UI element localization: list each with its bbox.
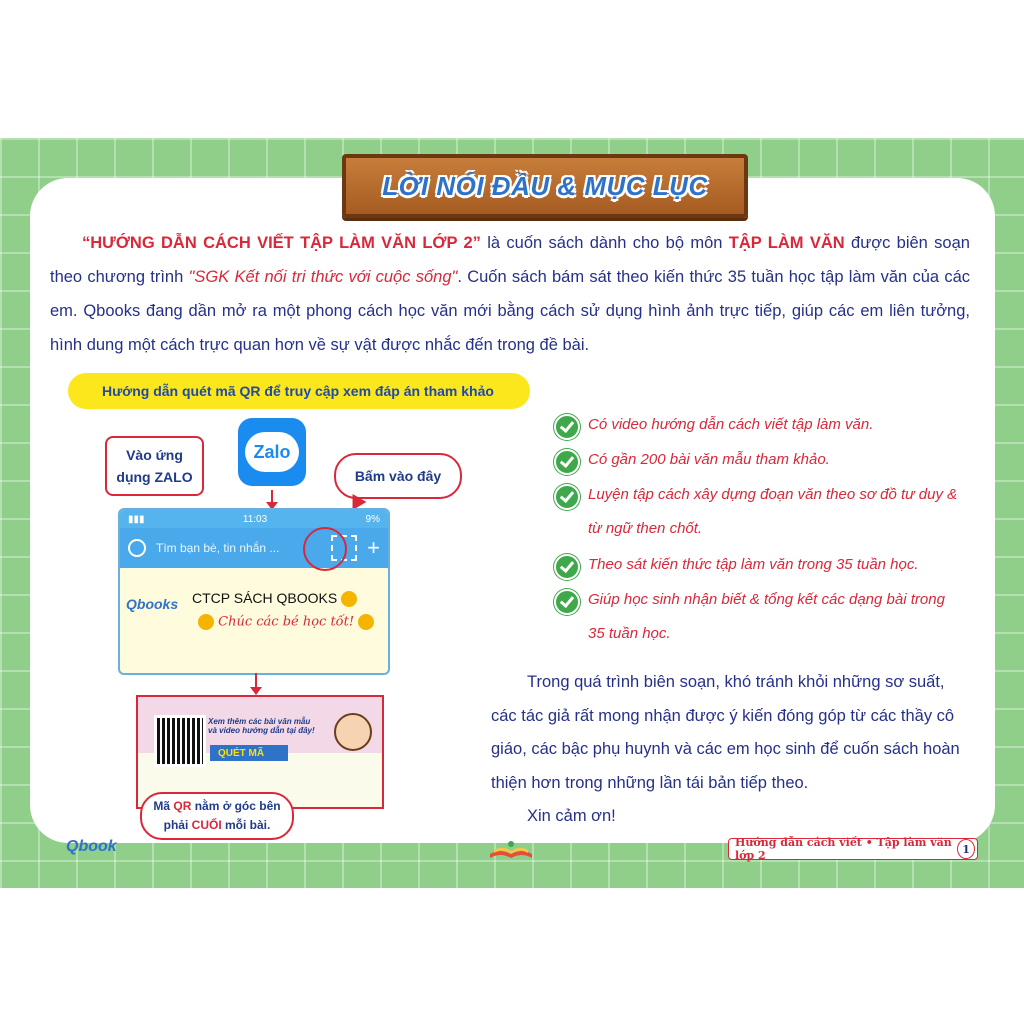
checkmark-icon [554,449,580,475]
qr-note-end: mỗi bài. [221,818,271,832]
tap-here-bubble: Bấm vào đây [334,453,462,499]
feature-text: Giúp học sinh nhận biết & tổng kết các dạng bài trong 35 tuần học. [588,591,945,642]
plus-icon: + [367,535,380,560]
feature-item [556,443,978,477]
title-board [342,154,748,218]
highlight-ring [303,527,347,571]
qr-note-line2-pre: phải [163,818,192,832]
phone-time: 11:03 [242,513,268,525]
checkmark-icon [554,554,580,580]
checkmark-icon [554,484,580,510]
open-book-icon [488,838,534,860]
intro-text-3: . Cuốn sách bám sát theo kiến thức 35 tuần học tập làm văn của các em. Qbooks đang dần mở ra một phong cách học văn mới bằng cách sử dụng hình ảnh trực tiếp, giúp các em liên tưởng, hình dung một cách trực quan hơn về sự vật được nhắc đến trong đề bài. [50,268,971,354]
feature-item [556,408,978,442]
phone-status-bar [120,510,388,528]
qr-note-pre: Mã [153,799,174,813]
phone-battery: 9% [365,513,380,525]
qr-note-mid: nằm ở góc bên [191,799,281,813]
qr-note-qr: QR [173,799,192,813]
arrow-down-icon [255,673,257,689]
footer-tag [728,838,978,860]
page-number: 1 [957,839,975,859]
open-zalo-line-2: dụng ZALO [116,469,193,485]
footer-tag-text: Hướng dẫn cách viết • Tập làm văn lớp 2 [735,836,952,862]
child-illustration-icon [334,713,372,751]
intro-text-2: được biên soạn theo chương trình [50,234,970,286]
company-name [192,590,357,607]
feature-text: Luyện tập cách xây dựng đoạn văn theo sơ đồ tư duy & từ ngữ then chốt. [588,486,958,537]
program-name: "SGK Kết nối tri thức với cuộc sống" [188,268,458,286]
feature-item [556,583,958,651]
feature-text: Theo sát kiến thức tập làm văn trong 35 tuần học. [588,556,919,573]
scan-label: QUÉT MÃ [210,745,288,761]
feature-text: Có video hướng dẫn cách viết tập làm văn. [588,416,874,433]
zalo-logo-icon [238,418,306,486]
thanks-line [491,800,966,834]
qr-code-image [154,715,206,767]
intro-paragraph [50,226,970,362]
smile-emoji-icon [358,614,374,630]
search-placeholder: Tìm bạn bè, tin nhắn ... [156,541,280,555]
company-text: CTCP SÁCH QBOOKS [192,590,338,606]
qr-location-line-1 [142,797,292,816]
qbooks-logo: Qbooks [126,596,179,612]
qr-location-note [140,792,294,840]
phone-chat-body [120,568,388,673]
checkmark-icon [554,414,580,440]
qbooks-footer-logo: Qbook [66,838,117,855]
signal-icon: ▮▮▮ [128,513,145,525]
smile-emoji-icon [341,591,357,607]
book-note: Xem thêm các bài văn mẫu và video hướng dẫn tại đây! [208,717,315,735]
zalo-logo-text: Zalo [245,432,299,472]
feature-item [556,478,958,546]
open-zalo-box [105,436,204,496]
book-title: “HƯỚNG DẪN CÁCH VIẾT TẬP LÀM VĂN LỚP 2” [82,234,481,252]
page-title: LỜI NÓI ĐẦU & MỤC LỤC [382,170,708,201]
feature-text: Có gần 200 bài văn mẫu tham khảo. [588,451,830,468]
qr-note-last: CUỐI [191,818,222,832]
phone-screenshot [118,508,390,675]
closing-text: Trong quá trình biên soạn, khó tránh khỏi những sơ suất, các tác giả rất mong nhận được ý kiến đóng góp từ các thầy cô giáo, các bậc phụ huynh và các em học sinh để cuốn sách hoàn thiện hơn trong những lần tái bản tiếp theo. [491,673,960,792]
qr-location-line-2 [142,816,292,835]
phone-search-bar [120,528,388,568]
intro-text-1: là cuốn sách dành cho bộ môn [480,234,729,252]
feature-item [556,548,978,582]
thanks-text: Xin cảm ơn! [527,807,616,825]
subject-name: TẬP LÀM VĂN [728,234,845,252]
closing-section [491,666,966,834]
search-icon [128,539,146,557]
arrow-down-icon [271,490,273,504]
page [0,138,1024,888]
wish-text [198,614,374,630]
wish-message: Chúc các bé học tốt! [218,614,355,630]
qr-guide-banner: Hướng dẫn quét mã QR để truy cập xem đáp án tham khảo [68,373,530,409]
smile-emoji-icon [198,614,214,630]
open-zalo-line-1: Vào ứng [126,447,183,463]
checkmark-icon [554,589,580,615]
closing-paragraph [491,666,966,800]
